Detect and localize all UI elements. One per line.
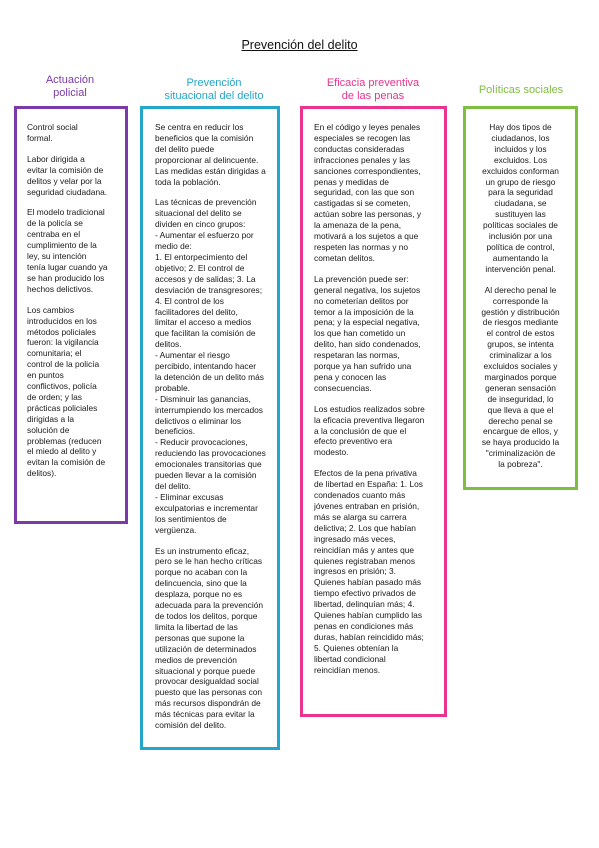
actuacion-paragraph-4: Los cambios introducidos en los métodos policiales fueron: la vigilancia comunitaria; el control de la policía en puntos conflictivos, policía de orden; y las prácticas policiales dirigidas a la solución de problemas (reducen el miedo al delito y evitan la comisión de delitos). xyxy=(27,304,106,479)
eficacia-paragraph-2: La prevención puede ser: general negativa, los sujetos no cometerían delitos por temor a la imposición de la pena; y la especial negativa, los que han cometido un delito, han sido condenados, respetaran las normas, porque ya han sufrido una pena y conocen las consecuencias. xyxy=(314,273,421,393)
page-title: Prevención del delito xyxy=(241,38,358,52)
politicas-paragraph-2: Al derecho penal le corresponde la gestión y distribución de riesgos mediante el control de estos grupos, se intenta criminalizar a los excluidos sociales y marginados porque generan sensación de inseguridad, lo que lleva a que el derecho penal se encargue de ellos, y se haya producido la "criminalización de la pobreza". xyxy=(481,284,560,470)
actuacion-paragraph-2: Labor dirigida a evitar la comisión de delitos y velar por la seguridad ciudadana. xyxy=(27,153,108,197)
eficacia-paragraph-4: Efectos de la pena privativa de libertad en España: 1. Los condenados cuanto más jóvenes entraban en prisión, más se alarga su carrera delictiva; 2. Los que habían ingresado más veces, reincidían más y antes que quienes registraban menos ingresos en prisión; 3. Quienes habían pasado más tiempo efectivo privados de libertad, delinquían más; 4. Quienes habían cumplido las penas en condiciones más duras, habían reincidido más; 5. Quienes obtenían la libertad condicional reincidían menos. xyxy=(314,468,424,675)
actuacion-paragraph-3: El modelo tradicional de la policía se centraba en el cumplimiento de la ley, su intención tenía lugar cuando ya se han producido los hechos delictivos. xyxy=(27,207,108,294)
heading-prevencion-situacional: Prevención situacional del delito xyxy=(164,77,264,102)
situacional-paragraph-2: Las técnicas de prevención situacional del delito se dividen en cinco grupos: - Aumentar el esfuerzo por medio de: 1. El entorpecimiento del objetivo; 2. El control de accesos y de salidas; 3. La desviación de transgresores; 4. El control de los facilitadores del delito, limitar el acceso a medios que facilitan la comisión de delitos. - Aumentar el riesgo percibido, intentando hacer la detención de un delito más probable. - Disminuir las ganancias, interrumpiendo los mercados delictivos o eliminar los beneficios. - Reducir provocaciones, reduciendo las provocaciones emocionales transitorias que pueden llevar a la comisión del delito. - Eliminar excusas exculpatorias e incrementar los sentimientos de vergüenza. xyxy=(155,197,266,535)
box-actuacion-policial xyxy=(14,106,128,524)
situacional-paragraph-3: Es un instrumento eficaz, pero se le han hecho críticas porque no acaban con la delincuencia, sino que la desplaza, porque no es adecuada para la prevención de todos los delitos, porque limita la libertad de las personas que supone la utilización de determinados medios de prevención situacional y porque puede provocar desigualdad social puesto que las personas con más recursos dispondrán de más técnicas para evitar la comisión del delito. xyxy=(155,545,264,731)
heading-eficacia-preventiva: Eficacia preventiva de las penas xyxy=(326,77,420,102)
heading-politicas-sociales: Políticas sociales xyxy=(478,84,564,96)
box-politicas-sociales xyxy=(463,106,578,490)
actuacion-paragraph-1: Control social formal. xyxy=(27,122,78,143)
box-prevencion-situacional xyxy=(140,106,280,750)
politicas-paragraph-1: Hay dos tipos de ciudadanos, los incluidos y los excluidos. Los excluidos conforman un grupo de riesgo para la seguridad ciudadana, se sustituyen las políticas sociales de inclusión por una política de control, aumentando la intervención penal. xyxy=(482,122,559,274)
box-eficacia-preventiva xyxy=(300,106,447,717)
heading-actuacion-policial: Actuación policial xyxy=(45,74,95,99)
eficacia-paragraph-3: Los estudios realizados sobre la eficacia preventiva llegaron a la conclusión de que el efecto preventivo era modesto. xyxy=(314,403,425,458)
situacional-paragraph-1: Se centra en reducir los beneficios que la comisión del delito puede proporcionar al delincuente. Las medidas están dirigidas a toda la población. xyxy=(155,122,266,187)
eficacia-paragraph-1: En el código y leyes penales especiales se recogen las conductas consideradas infracciones penales y las sanciones correspondientes, penas y medidas de seguridad, con las que son castigadas si se cometen, actúan sobre las personas, y la amenaza de la pena, motivará a los sujetos a que respeten las normas y no cometan delitos. xyxy=(314,122,422,263)
